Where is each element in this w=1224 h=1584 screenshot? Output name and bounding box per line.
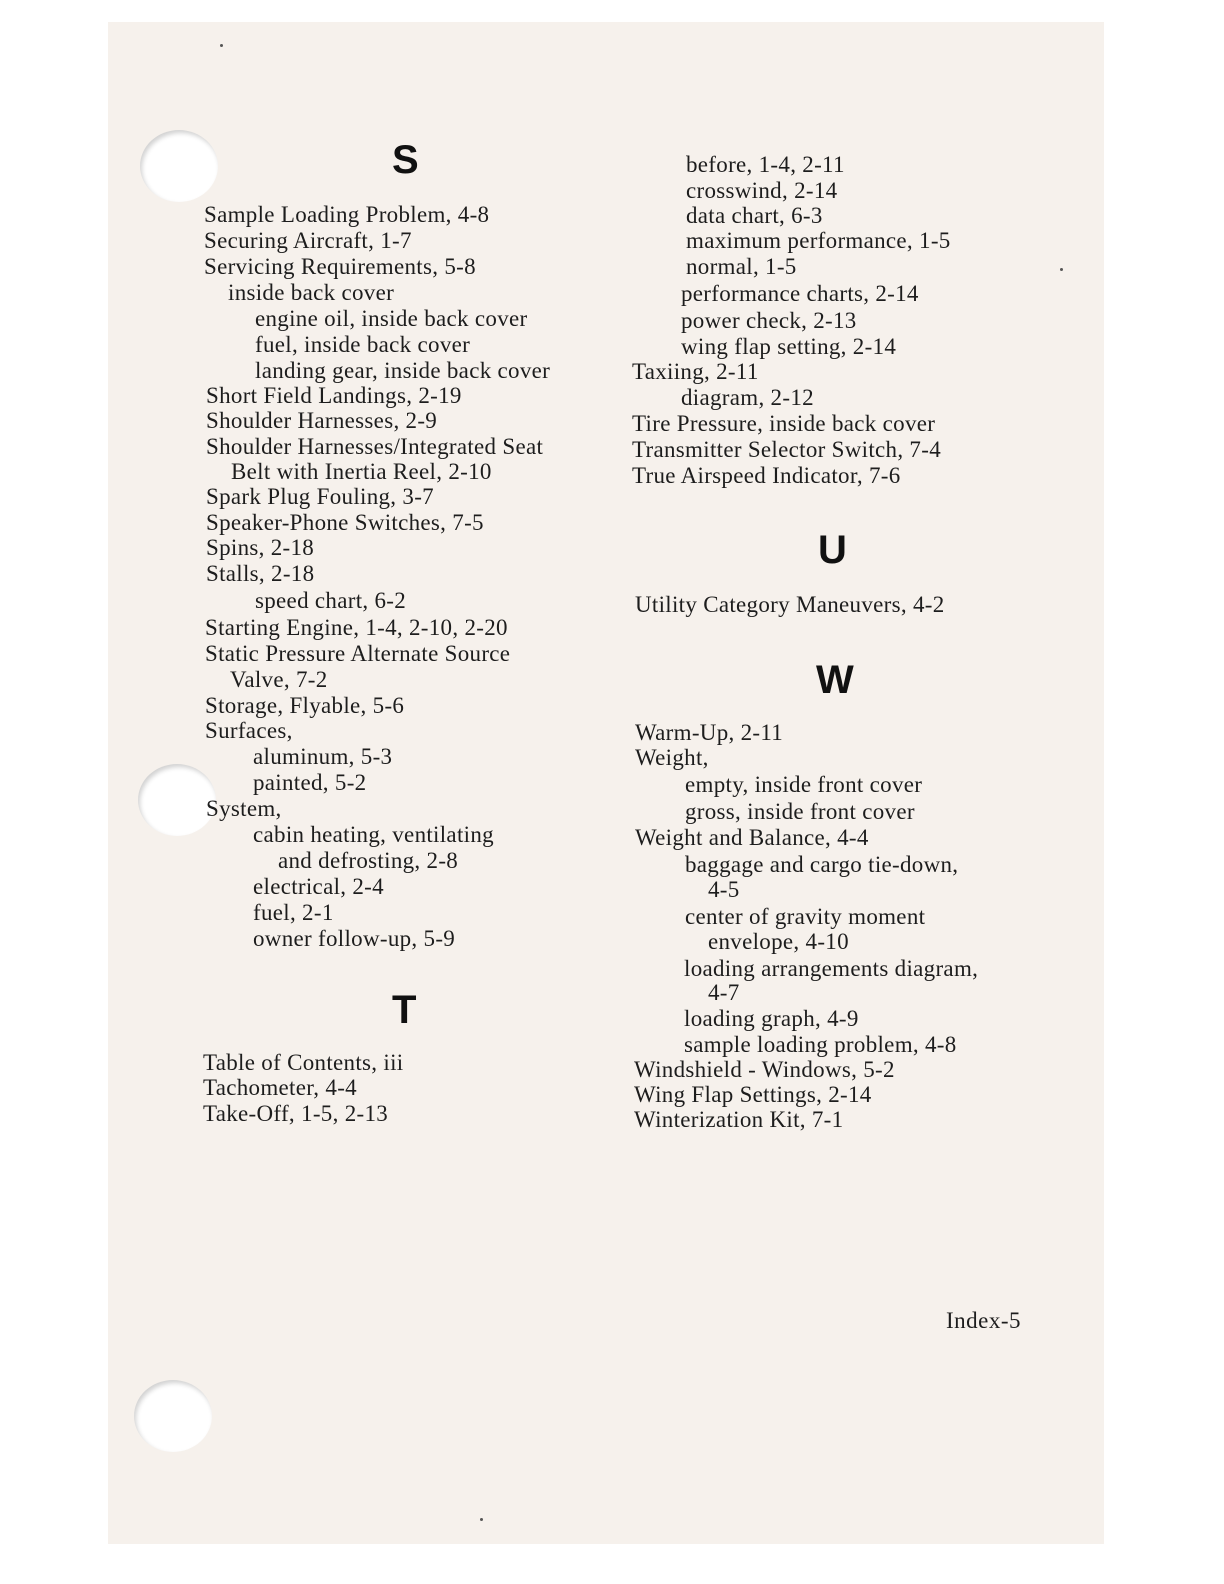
- index-entry: Static Pressure Alternate Source: [205, 641, 511, 666]
- index-page: [108, 22, 1104, 1544]
- index-subentry: loading graph, 4-9: [684, 1006, 859, 1031]
- index-entry: Sample Loading Problem, 4-8: [204, 202, 490, 227]
- index-entry: Warm-Up, 2-11: [635, 720, 784, 745]
- binder-hole-bottom: [134, 1380, 212, 1452]
- index-subentry: diagram, 2-12: [681, 385, 814, 410]
- index-subentry: sample loading problem, 4-8: [684, 1032, 957, 1057]
- section-letter-t: T: [392, 988, 417, 1032]
- index-continuation: 4-7: [708, 980, 740, 1005]
- index-subentry: engine oil, inside back cover: [255, 306, 528, 331]
- index-continuation: and defrosting, 2-8: [278, 848, 459, 873]
- binder-hole-middle: [138, 764, 216, 836]
- index-subentry: crosswind, 2-14: [686, 178, 838, 203]
- index-subentry: electrical, 2-4: [253, 874, 384, 899]
- index-entry: Spins, 2-18: [206, 535, 315, 560]
- index-subentry: maximum performance, 1-5: [686, 228, 951, 253]
- index-entry: System,: [206, 796, 282, 821]
- index-continuation: Valve, 7-2: [230, 667, 328, 692]
- index-subentry: empty, inside front cover: [685, 772, 923, 797]
- index-subentry: owner follow-up, 5-9: [253, 926, 456, 951]
- index-subentry: performance charts, 2-14: [681, 281, 919, 306]
- index-subentry: cabin heating, ventilating: [253, 822, 494, 847]
- index-entry: Taxiing, 2-11: [632, 359, 759, 384]
- index-continuation: envelope, 4-10: [708, 929, 849, 954]
- section-letter-u: U: [818, 528, 847, 572]
- section-letter-s: S: [392, 138, 419, 182]
- index-subentry: power check, 2-13: [681, 308, 857, 333]
- index-entry: True Airspeed Indicator, 7-6: [632, 463, 901, 488]
- index-continuation: 4-5: [708, 877, 740, 902]
- index-entry: Weight,: [635, 745, 709, 770]
- index-subentry: normal, 1-5: [686, 254, 797, 279]
- paper-speck: [220, 44, 223, 47]
- section-letter-w: W: [816, 658, 854, 702]
- index-entry: Surfaces,: [205, 718, 293, 743]
- index-continuation: Belt with Inertia Reel, 2-10: [231, 459, 492, 484]
- index-subentry: speed chart, 6-2: [255, 588, 407, 613]
- index-entry: Shoulder Harnesses/Integrated Seat: [206, 434, 544, 459]
- index-subentry: landing gear, inside back cover: [255, 358, 551, 383]
- paper-speck: [480, 1518, 483, 1521]
- index-entry: Windshield - Windows, 5-2: [634, 1057, 895, 1082]
- index-subentry: inside back cover: [228, 280, 395, 305]
- index-subentry: wing flap setting, 2-14: [681, 334, 897, 359]
- index-entry: Shoulder Harnesses, 2-9: [206, 408, 438, 433]
- index-entry: Weight and Balance, 4-4: [635, 825, 869, 850]
- index-subentry: fuel, 2-1: [253, 900, 334, 925]
- binder-hole-top: [140, 130, 218, 202]
- index-entry: Tire Pressure, inside back cover: [632, 411, 936, 436]
- index-entry: Stalls, 2-18: [206, 561, 315, 586]
- index-entry: Short Field Landings, 2-19: [206, 383, 462, 408]
- index-entry: Utility Category Maneuvers, 4-2: [635, 592, 945, 617]
- index-entry: Table of Contents, iii: [203, 1050, 404, 1075]
- index-subentry: baggage and cargo tie-down,: [685, 852, 959, 877]
- index-subentry: before, 1-4, 2-11: [686, 152, 845, 177]
- index-entry: Take-Off, 1-5, 2-13: [203, 1101, 389, 1126]
- index-entry: Tachometer, 4-4: [203, 1075, 357, 1100]
- index-subentry: aluminum, 5-3: [253, 744, 393, 769]
- index-subentry: center of gravity moment: [685, 904, 926, 929]
- index-subentry: fuel, inside back cover: [255, 332, 471, 357]
- index-entry: Starting Engine, 1-4, 2-10, 2-20: [205, 615, 508, 640]
- index-entry: Transmitter Selector Switch, 7-4: [632, 437, 941, 462]
- index-entry: Wing Flap Settings, 2-14: [634, 1082, 872, 1107]
- index-entry: Securing Aircraft, 1-7: [204, 228, 412, 253]
- index-entry: Servicing Requirements, 5-8: [204, 254, 476, 279]
- index-entry: Winterization Kit, 7-1: [634, 1107, 844, 1132]
- index-entry: Storage, Flyable, 5-6: [205, 693, 405, 718]
- index-subentry: painted, 5-2: [253, 770, 367, 795]
- page-number: Index-5: [946, 1308, 1022, 1333]
- index-subentry: gross, inside front cover: [685, 799, 915, 824]
- paper-speck: [1060, 268, 1063, 271]
- index-entry: Speaker-Phone Switches, 7-5: [206, 510, 484, 535]
- index-entry: Spark Plug Fouling, 3-7: [206, 484, 434, 509]
- index-subentry: data chart, 6-3: [686, 203, 823, 228]
- index-subentry: loading arrangements diagram,: [684, 956, 979, 981]
